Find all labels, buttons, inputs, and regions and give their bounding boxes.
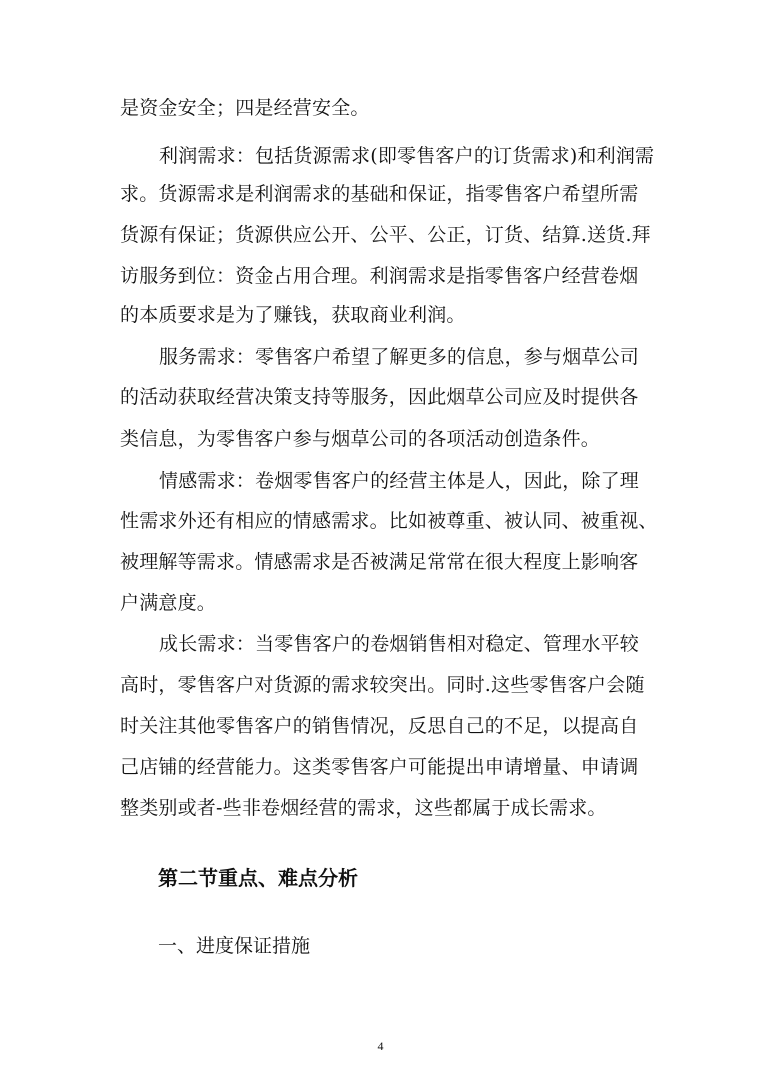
body-line: 求。货源需求是利润需求的基础和保证，指零售客户希望所需 — [120, 183, 639, 205]
body-line: 己店铺的经营能力。这类零售客户可能提出申请增量、申请调 — [120, 756, 639, 778]
paragraph-service-demand-start: 服务需求：零售客户希望了解更多的信息，参与烟草公司 — [159, 346, 640, 368]
body-line: 的本质要求是为了赚钱，获取商业利润。 — [120, 304, 466, 326]
body-line: 性需求外还有相应的情感需求。比如被尊重、被认同、被重视、 — [120, 510, 658, 532]
body-line: 是资金安全；四是经营安全。 — [120, 97, 370, 119]
body-line: 户满意度。 — [120, 592, 217, 614]
body-line: 整类别或者-些非卷烟经营的需求，这些都属于成长需求。 — [120, 797, 607, 819]
body-line: 时关注其他零售客户的销售情况，反思自己的不足，以提高自 — [120, 715, 639, 737]
body-line: 被理解等需求。情感需求是否被满足常常在很大程度上影响客 — [120, 551, 639, 573]
body-line: 访服务到位：资金占用合理。利润需求是指零售客户经营卷烟 — [120, 265, 639, 287]
body-line: 的活动获取经营决策支持等服务，因此烟草公司应及时提供各 — [120, 386, 639, 408]
body-line: 货源有保证；货源供应公开、公平、公正，订货、结算.送货.拜 — [120, 224, 651, 246]
page-number: 4 — [377, 1039, 384, 1053]
section-heading: 第二节重点、难点分析 — [158, 866, 358, 890]
subsection-heading: 一、进度保证措施 — [158, 935, 311, 957]
paragraph-emotional-demand-start: 情感需求：卷烟零售客户的经营主体是人，因此，除了理 — [159, 470, 640, 492]
paragraph-profit-demand-start: 利润需求：包括货源需求(即零售客户的订货需求)和利润需 — [159, 145, 655, 167]
body-line: 类信息，为零售客户参与烟草公司的各项活动创造条件。 — [120, 428, 601, 450]
paragraph-growth-demand-start: 成长需求：当零售客户的卷烟销售相对稳定、管理水平较 — [159, 633, 640, 655]
body-line: 高时，零售客户对货源的需求较突出。同时.这些零售客户会随 — [120, 674, 645, 696]
